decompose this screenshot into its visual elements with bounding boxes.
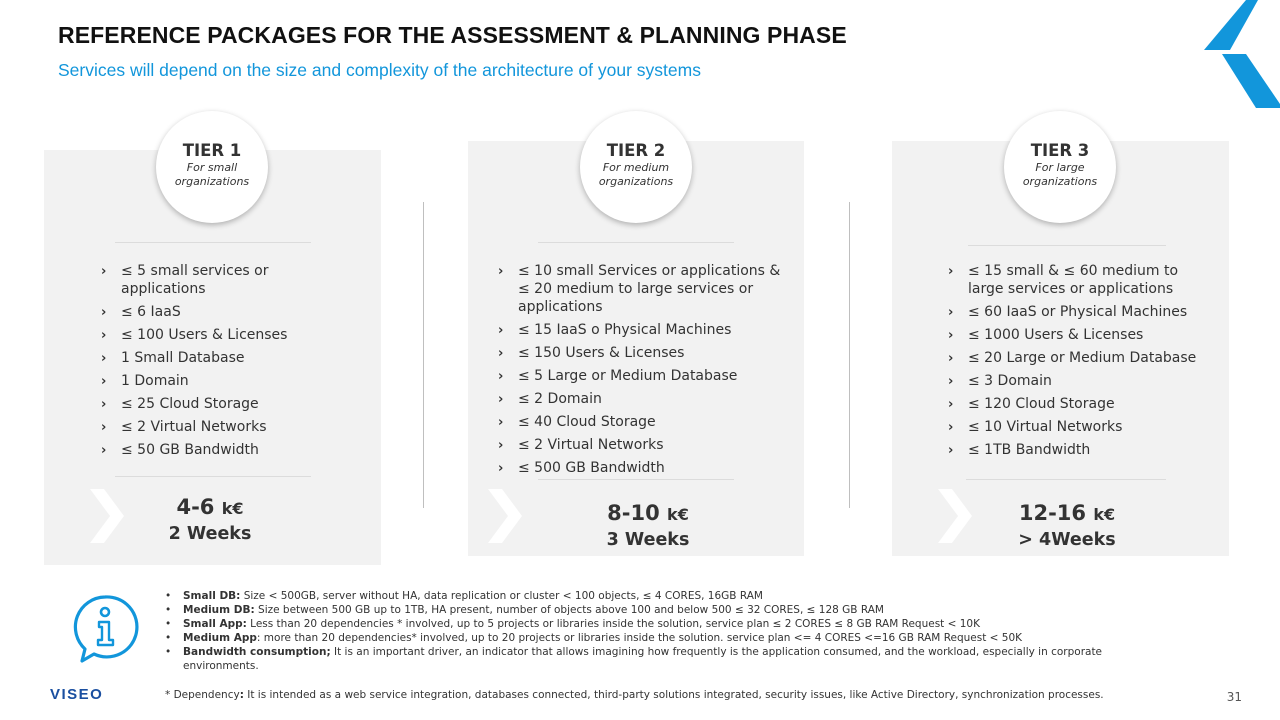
definitions-list xyxy=(163,589,1123,673)
feature-item: › ≤ 25 Cloud Storage xyxy=(101,396,259,412)
chevron-right-icon: › xyxy=(498,438,504,453)
feature-item: › ≤ 60 IaaS or Physical Machines xyxy=(948,304,1188,320)
price-currency: k€ xyxy=(1093,505,1116,524)
chevron-right-icon: › xyxy=(101,264,107,279)
chevron-right-icon: › xyxy=(101,305,107,320)
dependency-footnote: * Dependency: It is intended as a web service integration, databases connected, third-party solutions integrated, security issues, like Active Directory, synchronization processes. xyxy=(165,689,1104,701)
definition-item: • Medium App: more than 20 dependencies* involved, up to 20 projects or libraries inside the solution. service plan <= 4 CORES <=16 GB RAM Request < 50K xyxy=(163,631,1123,645)
info-speech-bubble-icon xyxy=(70,593,140,665)
divider xyxy=(966,479,1166,480)
feature-item: › ≤ 2 Virtual Networks xyxy=(498,437,664,453)
column-separator xyxy=(849,202,850,508)
chevron-right-icon: › xyxy=(498,392,504,407)
chevron-right-icon: › xyxy=(948,397,954,412)
divider xyxy=(538,479,734,480)
definition-item: • Small DB: Size < 500GB, server without HA, data replication or cluster < 100 objects, ≤ 4 CORES, 16GB RAM xyxy=(163,589,1123,603)
feature-item: › 1 Domain xyxy=(101,373,189,389)
feature-item: › ≤ 1000 Users & Licenses xyxy=(948,327,1144,343)
tier-2-features xyxy=(498,262,788,482)
page-title: REFERENCE PACKAGES FOR THE ASSESSMENT & PLANNING PHASE xyxy=(58,22,847,48)
divider xyxy=(115,476,311,477)
chevron-right-icon: › xyxy=(101,397,107,412)
chevron-right-icon xyxy=(938,489,974,543)
tier-subtitle: For large xyxy=(1035,161,1085,174)
tier-1-features xyxy=(101,262,301,464)
chevron-right-icon: › xyxy=(948,264,954,279)
viseo-mark-icon xyxy=(1200,0,1280,108)
tier-3-features xyxy=(948,262,1198,464)
tier-subtitle: For small xyxy=(186,161,238,174)
chevron-right-icon xyxy=(488,489,524,543)
tier-1-price xyxy=(130,494,290,546)
feature-item: › ≤ 500 GB Bandwidth xyxy=(498,460,665,476)
chevron-right-icon: › xyxy=(948,374,954,389)
price-duration: 3 Weeks xyxy=(606,530,690,550)
feature-item: › ≤ 15 IaaS o Physical Machines xyxy=(498,322,732,338)
chevron-right-icon: › xyxy=(101,374,107,389)
tier-3-price xyxy=(987,500,1147,552)
price-currency: k€ xyxy=(667,505,689,524)
chevron-right-icon: › xyxy=(498,369,504,384)
tier-3-badge xyxy=(1004,111,1116,223)
divider xyxy=(538,242,734,243)
divider xyxy=(968,245,1166,246)
definition-item: • Medium DB: Size between 500 GB up to 1TB, HA present, number of objects above 100 and below 500 ≤ 32 CORES, ≤ 128 GB RAM xyxy=(163,603,1123,617)
tier-name: TIER 2 xyxy=(606,141,666,160)
chevron-right-icon: › xyxy=(101,328,107,343)
chevron-right-icon: › xyxy=(498,323,504,338)
feature-item: › ≤ 1TB Bandwidth xyxy=(948,442,1091,458)
chevron-right-icon: › xyxy=(948,420,954,435)
tier-name: TIER 1 xyxy=(182,141,242,160)
chevron-right-icon: › xyxy=(101,420,107,435)
definition-item: • Bandwidth consumption; It is an important driver, an indicator that allows imagining how frequently is the application consumed, and the workload, especially in corporate environments. xyxy=(163,645,1123,673)
chevron-right-icon: › xyxy=(101,351,107,366)
feature-item: › ≤ 6 IaaS xyxy=(101,304,181,320)
price-duration: > 4Weeks xyxy=(1018,530,1116,550)
divider xyxy=(115,242,311,243)
price-amount: 4-6 xyxy=(176,495,215,519)
tier-subtitle: organizations xyxy=(1022,175,1098,188)
chevron-right-icon: › xyxy=(948,351,954,366)
feature-item: › ≤ 100 Users & Licenses xyxy=(101,327,288,343)
feature-item: › ≤ 5 Large or Medium Database xyxy=(498,368,738,384)
price-currency: k€ xyxy=(221,499,244,518)
feature-item: › ≤ 40 Cloud Storage xyxy=(498,414,656,430)
chevron-right-icon: › xyxy=(498,264,504,279)
tier-1-badge xyxy=(156,111,268,223)
page-number: 31 xyxy=(1226,690,1242,704)
chevron-right-icon: › xyxy=(498,346,504,361)
feature-item: › ≤ 5 small services or applications xyxy=(101,263,269,297)
tier-subtitle: For medium xyxy=(602,161,670,174)
feature-item: › ≤ 3 Domain xyxy=(948,373,1052,389)
feature-item: › ≤ 10 Virtual Networks xyxy=(948,419,1123,435)
tier-subtitle: organizations xyxy=(598,175,674,188)
feature-item: › ≤ 15 small & ≤ 60 medium to large services or applications xyxy=(948,263,1179,297)
page-subtitle: Services will depend on the size and complexity of the architecture of your systems xyxy=(58,60,701,80)
chevron-right-icon: › xyxy=(948,328,954,343)
feature-item: › ≤ 150 Users & Licenses xyxy=(498,345,685,361)
price-duration: 2 Weeks xyxy=(168,524,252,544)
feature-item: › ≤ 20 Large or Medium Database xyxy=(948,350,1197,366)
viseo-logo: VISEO xyxy=(50,686,104,703)
chevron-right-icon xyxy=(90,489,126,543)
chevron-right-icon: › xyxy=(101,443,107,458)
chevron-right-icon: › xyxy=(498,415,504,430)
feature-item: › ≤ 10 small Services or applications & ≤ 20 medium to large services or applications xyxy=(498,263,781,315)
tier-2-badge xyxy=(580,111,692,223)
price-amount: 8-10 xyxy=(607,501,660,525)
feature-item: › ≤ 2 Virtual Networks xyxy=(101,419,267,435)
tier-subtitle: organizations xyxy=(174,175,250,188)
tier-name: TIER 3 xyxy=(1030,141,1090,160)
tier-2-price xyxy=(568,500,728,552)
feature-item: › 1 Small Database xyxy=(101,350,245,366)
feature-item: › ≤ 50 GB Bandwidth xyxy=(101,442,259,458)
chevron-right-icon: › xyxy=(948,305,954,320)
chevron-right-icon: › xyxy=(948,443,954,458)
feature-item: › ≤ 2 Domain xyxy=(498,391,602,407)
definition-item: • Small App: Less than 20 dependencies * involved, up to 5 projects or libraries inside the solution, service plan ≤ 2 CORES ≤ 8 GB RAM Request < 10K xyxy=(163,617,1123,631)
chevron-right-icon: › xyxy=(498,461,504,476)
feature-item: › ≤ 120 Cloud Storage xyxy=(948,396,1115,412)
price-amount: 12-16 xyxy=(1018,501,1087,525)
column-separator xyxy=(423,202,424,508)
